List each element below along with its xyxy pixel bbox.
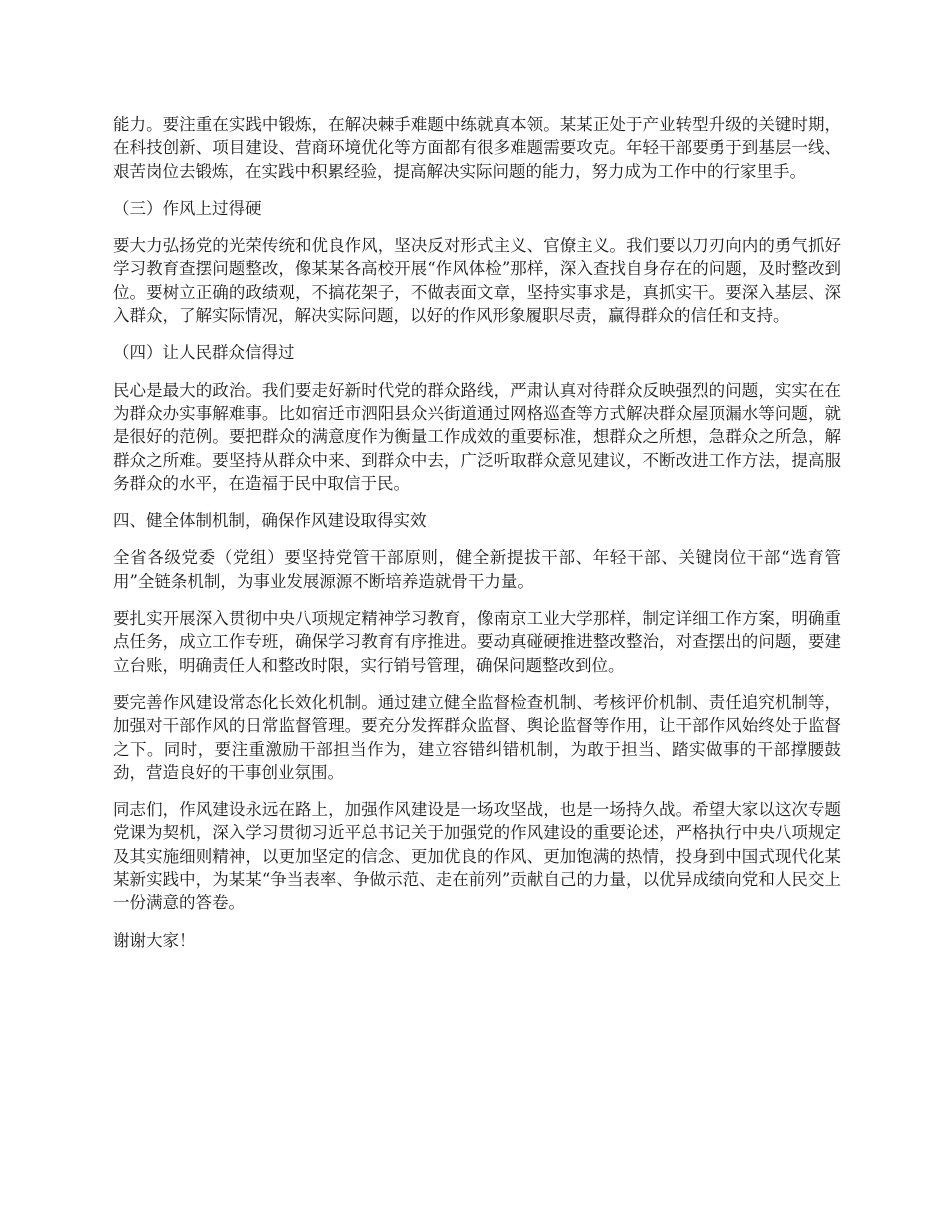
section-heading-4: （四）让人民群众信得过 [113,343,295,363]
section-heading-mechanism: 四、健全体制机制，确保作风建设取得实效 [113,511,427,531]
paragraph-thanks: 谢谢大家！ [113,930,196,950]
paragraph-study-education: 要扎实开展深入贯彻中央八项规定精神学习教育，像南京工业大学那样，制定详细工作方案，明确重点任务，成立工作专班，确保学习教育有序推进。要动真碰硬推进整改整治，对查摆出的问题，要建立台账，明确责任人和整改时限，实行销号管理，确保问题整改到位。 [113,609,841,675]
paragraph-work-style: 要大力弘扬党的光荣传统和优良作风，坚决反对形式主义、官僚主义。我们要以刀刃向内的勇气抓好学习教育查摆问题整改，像某某各高校开展“作风体检”那样，深入查找自身存在的问题，及时整改到位。要树立正确的政绩观，不搞花架子，不做表面文章，坚持实事求是，真抓实干。要深入基层、深入群众，了解实际情况，解决实际问题，以好的作风形象履职尽责，赢得群众的信任和支持。 [113,236,841,326]
paragraph-party-committee: 全省各级党委（党组）要坚持党管干部原则，健全新提拔干部、年轻干部、关键岗位干部“选育管用”全链条机制，为事业发展源源不断培养造就骨干力量。 [113,548,841,591]
paragraph-conclusion: 同志们，作风建设永远在路上，加强作风建设是一场攻坚战，也是一场持久战。希望大家以这次专题党课为契机，深入学习贯彻习近平总书记关于加强党的作风建设的重要论述，严格执行中央八项规定及其实施细则精神，以更加坚定的信念、更加优良的作风、更加饱满的热情，投身到中国式现代化某某新实践中，为某某“争当表率、争做示范、走在前列”贡献自己的力量，以优异成绩向党和人民交上一份满意的答卷。 [113,800,841,913]
paragraph-people: 民心是最大的政治。我们要走好新时代党的群众路线，严肃认真对待群众反映强烈的问题，实实在在为群众办实事解难事。比如宿迁市泗阳县众兴街道通过网格巡查等方式解决群众屋顶漏水等问题，就是很好的范例。要把群众的满意度作为衡量工作成效的重要标准，想群众之所想，急群众之所急，解群众之所难。要坚持从群众中来、到群众中去，广泛听取群众意见建议，不断改进工作方法，提高服务群众的水平，在造福于民中取信于民。 [113,380,841,493]
paragraph-ability: 能力。要注重在实践中锻炼，在解决棘手难题中练就真本领。某某正处于产业转型升级的关键时期，在科技创新、项目建设、营商环境优化等方面都有很多难题需要攻克。年轻干部要勇于到基层一线、艰苦岗位去锻炼，在实践中积累经验，提高解决实际问题的能力，努力成为工作中的行家里手。 [113,115,841,181]
paragraph-long-term-mechanism: 要完善作风建设常态化长效化机制。通过建立健全监督检查机制、考核评价机制、责任追究机制等，加强对干部作风的日常监督管理。要充分发挥群众监督、舆论监督等作用，让干部作风始终处于监督之下。同时，要注重激励干部担当作为，建立容错纠错机制，为敢于担当、踏实做事的干部撑腰鼓劲，营造良好的干事创业氛围。 [113,692,841,782]
section-heading-3: （三）作风上过得硬 [113,198,262,218]
document-body [113,113,841,966]
